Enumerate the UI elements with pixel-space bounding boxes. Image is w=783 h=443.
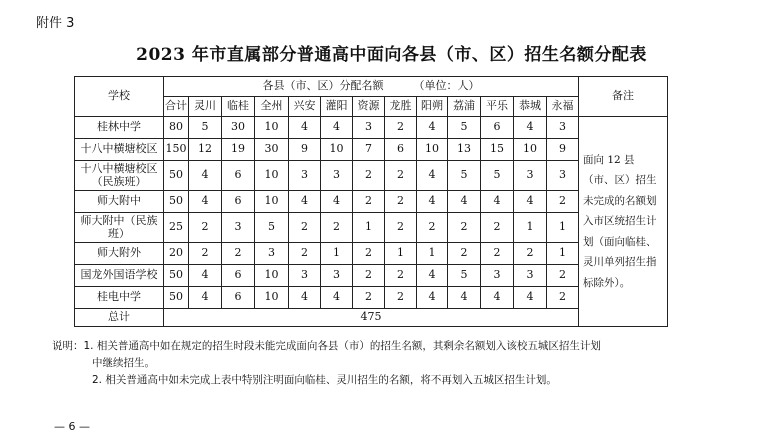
quota-cell: 4 <box>321 117 353 139</box>
column-header: 兴安 <box>289 97 321 117</box>
quota-cell: 3 <box>481 265 514 287</box>
school-name: 师大附中（民族班） <box>75 213 164 243</box>
quota-cell: 4 <box>189 287 222 309</box>
quota-cell: 2 <box>289 243 321 265</box>
column-header: 临桂 <box>222 97 255 117</box>
quota-cell: 4 <box>417 191 448 213</box>
quota-cell: 2 <box>385 161 417 191</box>
row-total-cell: 50 <box>164 265 189 287</box>
row-total-cell: 150 <box>164 139 189 161</box>
row-total-cell: 80 <box>164 117 189 139</box>
quota-cell: 2 <box>353 243 385 265</box>
quota-cell: 5 <box>448 265 481 287</box>
quota-cell: 4 <box>189 265 222 287</box>
quota-cell: 12 <box>189 139 222 161</box>
quota-cell: 1 <box>514 213 547 243</box>
quota-cell: 10 <box>255 161 289 191</box>
row-total-cell: 25 <box>164 213 189 243</box>
quota-cell: 10 <box>255 117 289 139</box>
remark-cell: 面向 12 县（市、区）招生未完成的名额划入市区统招生计划（面向临桂、灵川单列招生指标除外）。 <box>579 117 668 327</box>
quota-cell: 3 <box>222 213 255 243</box>
quota-cell: 6 <box>222 191 255 213</box>
remark-header: 备注 <box>579 77 668 117</box>
quota-cell: 6 <box>385 139 417 161</box>
quota-cell: 4 <box>448 191 481 213</box>
quota-cell: 2 <box>353 265 385 287</box>
quota-cell: 3 <box>321 265 353 287</box>
column-header: 灵川 <box>189 97 222 117</box>
quota-cell: 10 <box>255 191 289 213</box>
quota-cell: 10 <box>514 139 547 161</box>
quota-cell: 2 <box>547 287 579 309</box>
quota-cell: 10 <box>255 287 289 309</box>
quota-cell: 1 <box>547 213 579 243</box>
quota-cell: 2 <box>189 213 222 243</box>
quota-cell: 4 <box>289 287 321 309</box>
row-total-cell: 50 <box>164 191 189 213</box>
column-header: 合计 <box>164 97 189 117</box>
quota-cell: 1 <box>321 243 353 265</box>
column-header: 阳朔 <box>417 97 448 117</box>
school-name: 桂林中学 <box>75 117 164 139</box>
quota-cell: 3 <box>289 265 321 287</box>
quota-cell: 1 <box>547 243 579 265</box>
column-header: 灌阳 <box>321 97 353 117</box>
quota-cell: 4 <box>481 191 514 213</box>
quota-cell: 30 <box>222 117 255 139</box>
quota-cell: 3 <box>514 161 547 191</box>
quota-cell: 5 <box>189 117 222 139</box>
quota-cell: 2 <box>189 243 222 265</box>
column-header: 恭城 <box>514 97 547 117</box>
quota-cell: 2 <box>547 265 579 287</box>
quota-cell: 3 <box>547 117 579 139</box>
quota-cell: 30 <box>255 139 289 161</box>
quota-cell: 1 <box>353 213 385 243</box>
quota-cell: 2 <box>385 265 417 287</box>
quota-cell: 2 <box>385 117 417 139</box>
school-name: 桂电中学 <box>75 287 164 309</box>
quota-cell: 2 <box>353 287 385 309</box>
quota-cell: 10 <box>417 139 448 161</box>
page-title: 2023 年市直属部分普通高中面向各县（市、区）招生名额分配表 <box>136 45 647 65</box>
quota-cell: 4 <box>514 191 547 213</box>
quota-cell: 2 <box>222 243 255 265</box>
quota-cell: 4 <box>417 265 448 287</box>
quota-cell: 2 <box>289 213 321 243</box>
quota-cell: 4 <box>189 161 222 191</box>
note-1: 说明：1. 相关普通高中如在规定的招生时段未能完成面向各县（市）的招生名额，其剩余名额划入该校五城区招生计划 <box>52 340 601 352</box>
quota-cell: 4 <box>321 287 353 309</box>
quota-cell: 2 <box>448 243 481 265</box>
quota-cell: 2 <box>385 213 417 243</box>
quota-cell: 4 <box>448 287 481 309</box>
quota-cell: 3 <box>255 243 289 265</box>
quota-cell: 4 <box>417 287 448 309</box>
quota-table <box>74 76 668 327</box>
quota-cell: 2 <box>385 287 417 309</box>
quota-cell: 2 <box>353 191 385 213</box>
quota-cell: 13 <box>448 139 481 161</box>
quota-cell: 5 <box>481 161 514 191</box>
notes <box>52 338 762 389</box>
column-header: 永福 <box>547 97 579 117</box>
column-header: 资源 <box>353 97 385 117</box>
column-header: 全州 <box>255 97 289 117</box>
quota-cell: 4 <box>514 287 547 309</box>
quota-group-header <box>164 77 579 97</box>
quota-cell: 7 <box>353 139 385 161</box>
quota-cell: 3 <box>321 161 353 191</box>
total-label: 总计 <box>75 309 164 327</box>
quota-cell: 15 <box>481 139 514 161</box>
quota-cell: 5 <box>255 213 289 243</box>
page-number: — 6 — <box>54 420 90 433</box>
quota-cell: 2 <box>481 213 514 243</box>
school-name: 师大附外 <box>75 243 164 265</box>
quota-cell: 9 <box>547 139 579 161</box>
quota-cell: 6 <box>222 287 255 309</box>
column-header: 荔浦 <box>448 97 481 117</box>
quota-cell: 1 <box>385 243 417 265</box>
quota-cell: 9 <box>289 139 321 161</box>
quota-cell: 6 <box>222 265 255 287</box>
quota-cell: 4 <box>289 191 321 213</box>
quota-cell: 4 <box>189 191 222 213</box>
quota-group-label: 各县（市、区）分配名额 <box>262 79 384 93</box>
table-row <box>75 117 668 139</box>
total-value: 475 <box>164 309 579 327</box>
column-header: 平乐 <box>481 97 514 117</box>
quota-cell: 1 <box>417 243 448 265</box>
quota-cell: 4 <box>481 287 514 309</box>
quota-cell: 10 <box>255 265 289 287</box>
quota-cell: 10 <box>321 139 353 161</box>
quota-cell: 3 <box>353 117 385 139</box>
school-name: 国龙外国语学校 <box>75 265 164 287</box>
attachment-label: 附件 3 <box>36 16 75 31</box>
quota-cell: 2 <box>481 243 514 265</box>
quota-cell: 2 <box>321 213 353 243</box>
quota-cell: 5 <box>448 161 481 191</box>
school-header: 学校 <box>75 77 164 117</box>
quota-cell: 4 <box>289 117 321 139</box>
row-total-cell: 50 <box>164 287 189 309</box>
row-total-cell: 20 <box>164 243 189 265</box>
quota-cell: 3 <box>289 161 321 191</box>
row-total-cell: 50 <box>164 161 189 191</box>
quota-cell: 19 <box>222 139 255 161</box>
quota-cell: 2 <box>417 213 448 243</box>
note-2: 2. 相关普通高中如未完成上表中特别注明面向临桂、灵川招生的名额，将不再划入五城区招生计划。 <box>92 374 557 386</box>
quota-cell: 2 <box>353 161 385 191</box>
quota-cell: 2 <box>448 213 481 243</box>
quota-cell: 4 <box>417 117 448 139</box>
school-name: 师大附中 <box>75 191 164 213</box>
quota-cell: 6 <box>222 161 255 191</box>
school-name: 十八中横塘校区 <box>75 139 164 161</box>
quota-cell: 2 <box>547 191 579 213</box>
quota-cell: 6 <box>481 117 514 139</box>
quota-cell: 3 <box>514 265 547 287</box>
quota-cell: 3 <box>547 161 579 191</box>
quota-cell: 4 <box>514 117 547 139</box>
unit-label: （单位：人） <box>413 79 480 93</box>
quota-cell: 2 <box>385 191 417 213</box>
quota-cell: 2 <box>514 243 547 265</box>
school-name: 十八中横塘校区（民族班） <box>75 161 164 191</box>
quota-cell: 4 <box>417 161 448 191</box>
column-header: 龙胜 <box>385 97 417 117</box>
note-1-continued: 中继续招生。 <box>92 357 155 369</box>
quota-cell: 5 <box>448 117 481 139</box>
quota-cell: 4 <box>321 191 353 213</box>
